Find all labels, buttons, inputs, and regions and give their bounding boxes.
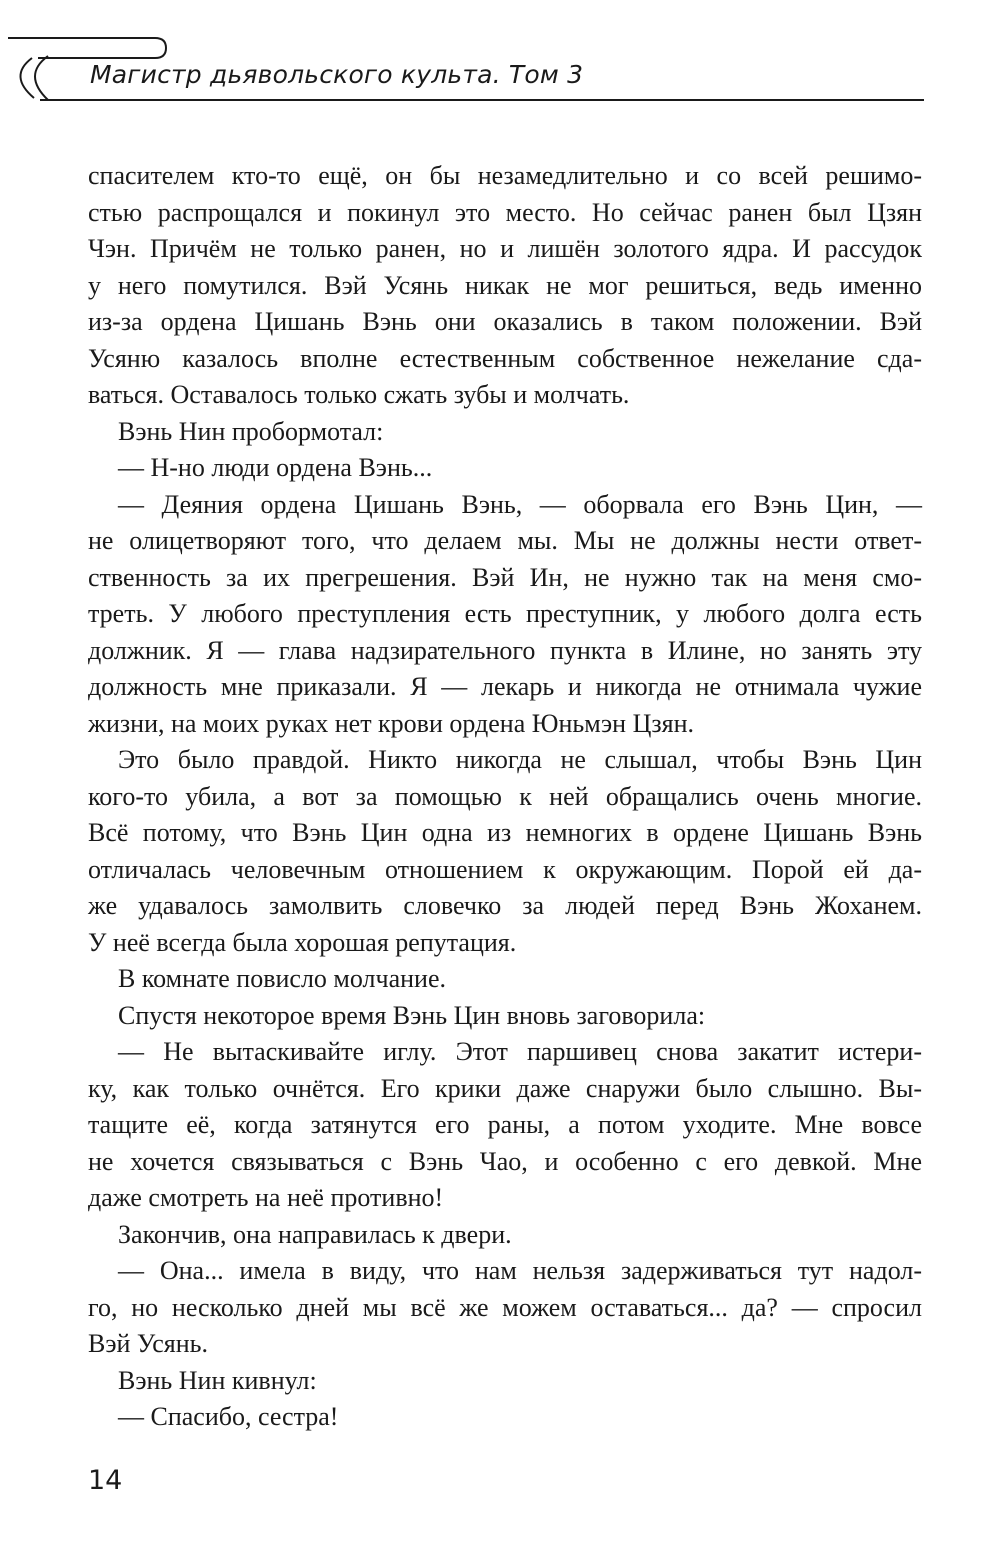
text-line: же удавалось замолвить словечко за людей перед Вэнь Жоханем. [88, 891, 922, 920]
text-line: Вэнь Нин кивнул: [118, 1365, 317, 1395]
text-line: у него помутился. Вэй Усянь никак не мог решиться, ведь именно [88, 270, 922, 300]
text-line: ственность за их прегрешения. Вэй Ин, не нужно так на меня смо- [88, 562, 922, 592]
text-line: стью распрощался и покинул это место. Но сейчас ранен был Цзян [88, 197, 922, 227]
text-line: должность мне приказали. Я — лекарь и никогда не отнимала чужие [88, 672, 922, 701]
text-line: У неё всегда была хорошая репутация. [88, 927, 517, 957]
text-line: треть. У любого преступления есть преступник, у любого долга есть [88, 599, 922, 628]
text-line: — Она... имела в виду, что нам нельзя задерживаться тут надол- [118, 1256, 922, 1285]
text-line: Это было правдой. Никто никогда не слышал, чтобы Вэнь Цин [118, 745, 922, 774]
text-line: должник. Я — глава надзирательного пункта в Илине, но занять эту [88, 635, 922, 665]
page-number: 14 [88, 1465, 123, 1496]
page-header [0, 0, 1000, 110]
text-line: Усяню казалось вполне естественным собственное нежелание сда- [88, 343, 922, 373]
text-line: кого-то убила, а вот за помощью к ней обращались очень многие. [88, 781, 922, 811]
text-line: В комнате повисло молчание. [118, 964, 446, 993]
text-line: Чэн. Причём не только ранен, но и лишён золотого ядра. И рассудок [88, 234, 922, 263]
text-line: — Н-но люди ордена Вэнь... [118, 453, 433, 482]
text-line: Всё потому, что Вэнь Цин одна из немногих в ордене Цишань Вэнь [88, 818, 922, 847]
text-line: ваться. Оставалось только сжать зубы и молчать. [88, 380, 630, 409]
text-line: ку, как только очнётся. Его крики даже снаружи было слышно. Вы- [88, 1073, 922, 1103]
text-line: — Деяния ордена Цишань Вэнь, — оборвала его Вэнь Цин, — [118, 489, 922, 519]
text-line: жизни, на моих руках нет крови ордена Юньмэн Цзян. [88, 708, 695, 738]
text-line: Вэй Усянь. [88, 1329, 208, 1358]
running-title: Магистр дьявольского культа. Том 3 [90, 60, 584, 89]
text-line: — Не вытаскивайте иглу. Этот паршивец снова закатит истери- [118, 1037, 922, 1066]
text-line: спасителем кто-то ещё, он бы незамедлительно и со всей решимо- [88, 161, 922, 190]
text-line: тащите её, когда затянутся его раны, а потом уходите. Мне вовсе [88, 1110, 922, 1139]
header-ornament [0, 0, 1000, 110]
text-line: Вэнь Нин пробормотал: [118, 416, 384, 446]
text-line: го, но несколько дней мы всё же можем оставаться... да? — спросил [88, 1292, 922, 1322]
text-line: не олицетворяют того, что делаем мы. Мы не должны нести ответ- [88, 526, 922, 555]
text-line: Спустя некоторое время Вэнь Цин вновь заговорила: [118, 1000, 706, 1030]
body-text [88, 158, 922, 1436]
text-line: — Спасибо, сестра! [118, 1402, 339, 1431]
text-line: даже смотреть на неё противно! [88, 1183, 444, 1212]
text-line: Закончив, она направилась к двери. [118, 1219, 512, 1249]
text-line: не хочется связываться с Вэнь Чао, и особенно с его девкой. Мне [88, 1146, 922, 1176]
text-line: отличалась человечным отношением к окружающим. Порой ей да- [88, 854, 922, 884]
text-line: из-за ордена Цишань Вэнь они оказались в таком положении. Вэй [88, 307, 922, 336]
